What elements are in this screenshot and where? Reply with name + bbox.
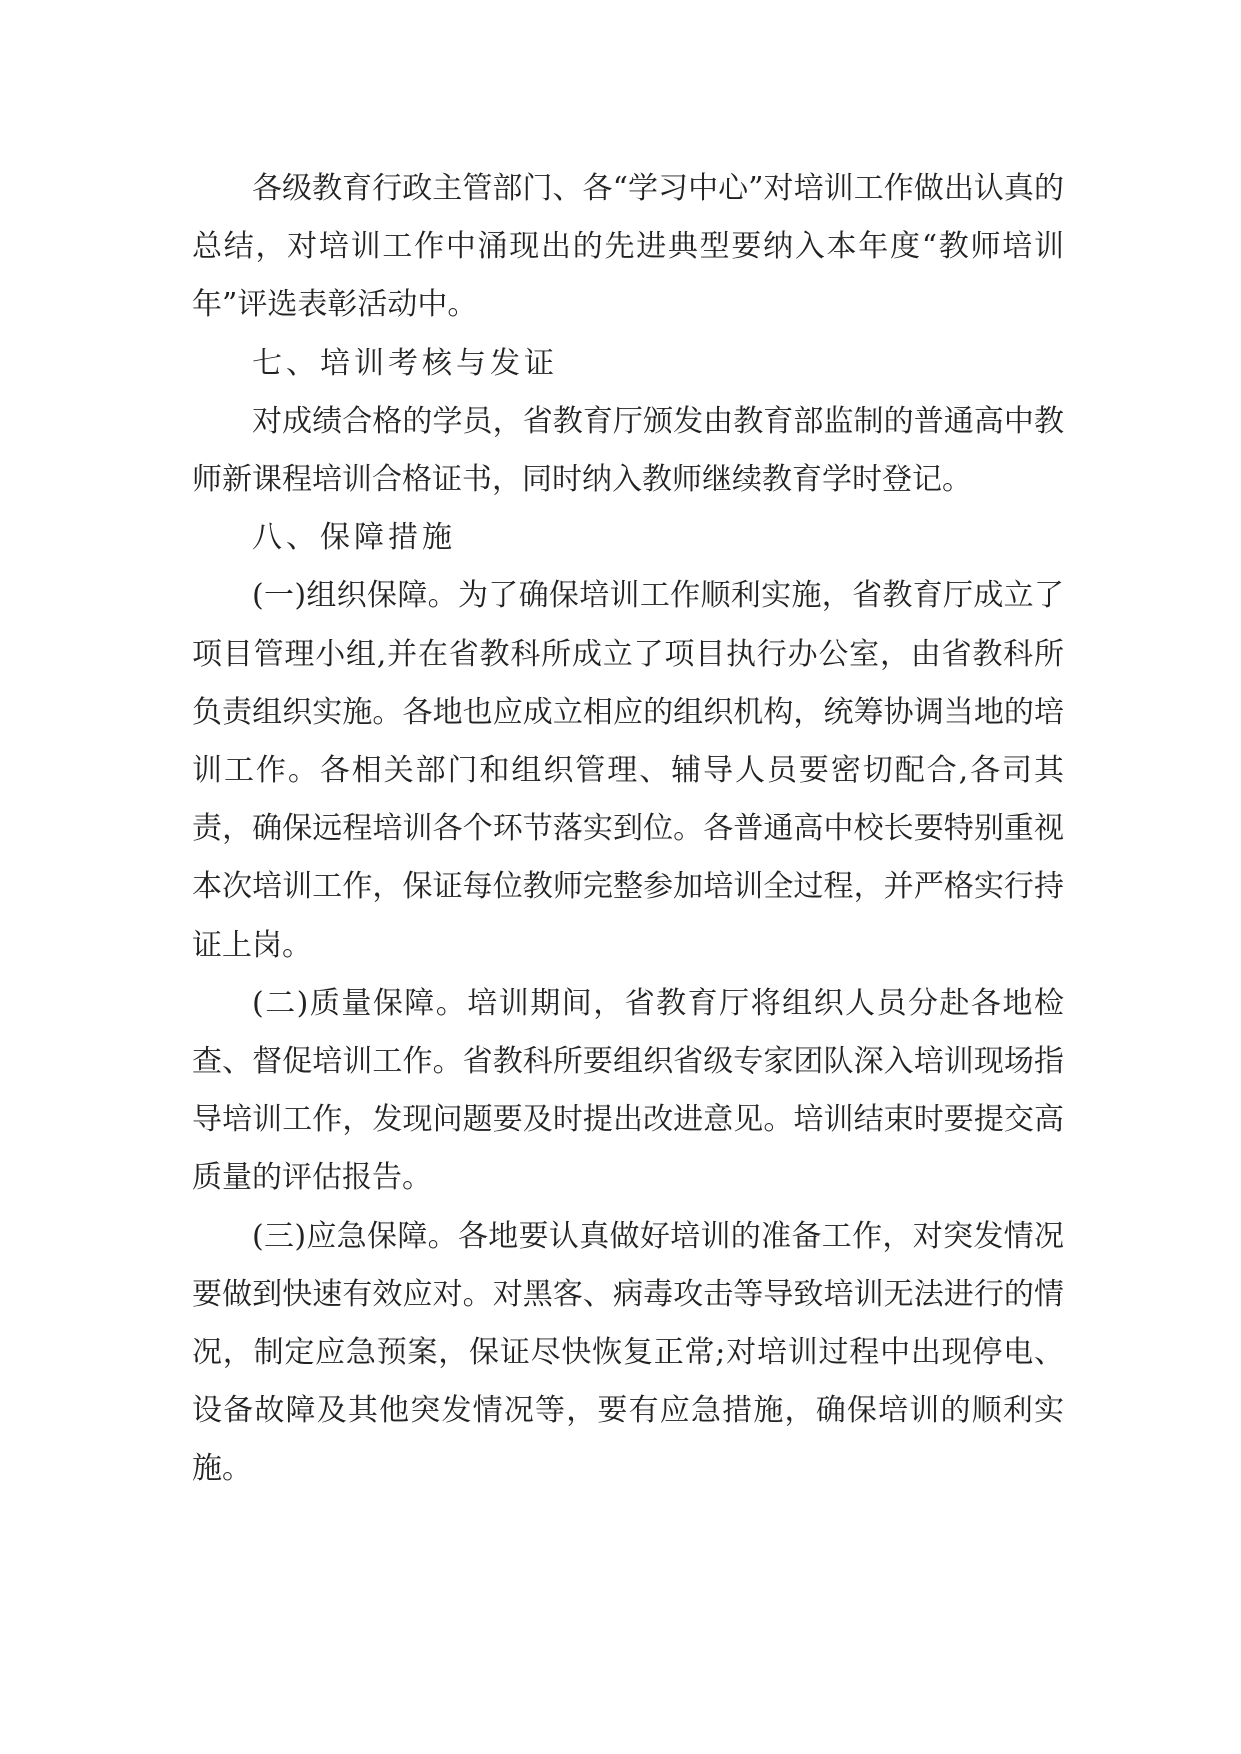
paragraph-organization-safeguard: (一)组织保障。为了确保培训工作顺利实施，省教育厅成立了项目管理小组,并在省教科所成立了项目执行办公室，由省教科所负责组织实施。各地也应成立相应的组织机构，统筹协调当地的培训工作。各相关部门和组织管理、辅导人员要密切配合,各司其责，确保远程培训各个环节落实到位。各普通高中校长要特别重视本次培训工作，保证每位教师完整参加培训全过程，并严格实行持证上岗。 [192, 578, 1064, 963]
paragraph-summary: 各级教育行政主管部门、各“学习中心”对培训工作做出认真的总结，对培训工作中涌现出的先进典型要纳入本年度“教师培训年”评选表彰活动中。 [192, 171, 1064, 323]
paragraph-certificate: 对成绩合格的学员，省教育厅颁发由教育部监制的普通高中教师新课程培训合格证书，同时纳入教师继续教育学时登记。 [192, 403, 1064, 498]
document-body [192, 160, 1064, 1499]
paragraph-quality-safeguard: (二)质量保障。培训期间，省教育厅将组织人员分赴各地检查、督促培训工作。省教科所要组织省级专家团队深入培训现场指导培训工作，发现问题要及时提出改进意见。培训结束时要提交高质量的评估报告。 [192, 985, 1064, 1196]
section-heading-safeguards: 八、保障措施 [252, 520, 456, 556]
section-heading-assessment: 七、培训考核与发证 [252, 345, 558, 381]
paragraph-emergency-safeguard: (三)应急保障。各地要认真做好培训的准备工作，对突发情况要做到快速有效应对。对黑客、病毒攻击等导致培训无法进行的情况，制定应急预案，保证尽快恢复正常;对培训过程中出现停电、设备故障及其他突发情况等，要有应急措施，确保培训的顺利实施。 [192, 1218, 1064, 1487]
